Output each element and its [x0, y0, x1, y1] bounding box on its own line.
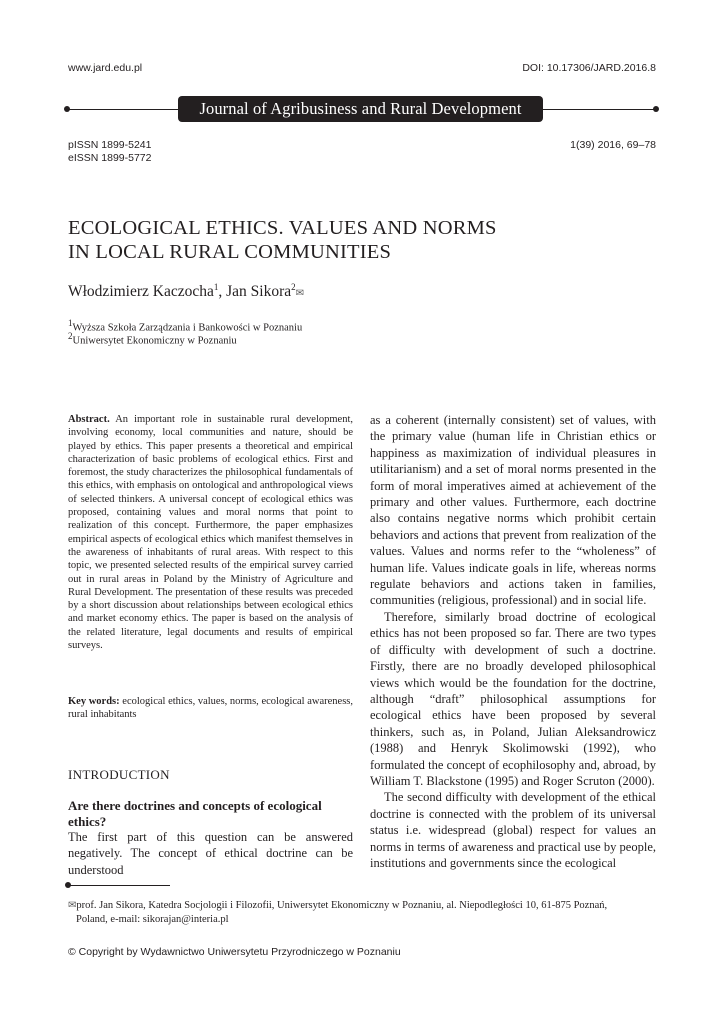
- rule-end-dot: [653, 106, 659, 112]
- author-name: Jan Sikora: [226, 283, 292, 301]
- body-paragraph: as a coherent (internally consistent) set of values, with the primary value (human life in Christian ethics or happiness as maximization of individual pleasures in utilitarianism) and a set of moral norms presented in the form of moral imperatives aimed at achievement of the primary and other values. Furthermore, each doctrine also contains negative norms which prohibit certain behaviors and actions that prevent from realization of the values. Values and norms refer to the “wholeness” of human life. Values indicate goals in life, whereas norms regulate behaviors and actions taken in families, communities (religious, professional) and in social life.: [370, 413, 657, 608]
- author-separator: ,: [218, 283, 227, 301]
- subsection-heading: Are there doctrines and concepts of ecological ethics?: [68, 798, 322, 829]
- title-line-1: ECOLOGICAL ETHICS. VALUES AND NORMS: [68, 217, 497, 239]
- author-name: Włodzimierz Kaczocha: [68, 283, 214, 301]
- affiliation-marker: 1: [68, 318, 73, 328]
- keywords-text: ecological ethics, values, norms, ecological awareness, rural inhabitants: [68, 696, 354, 721]
- footnote-rule: [70, 885, 170, 886]
- affiliation-marker: 2: [291, 282, 296, 292]
- affiliation-marker: 2: [68, 331, 73, 341]
- title-line-2: IN LOCAL RURAL COMMUNITIES: [68, 241, 392, 263]
- envelope-icon[interactable]: ✉: [295, 288, 305, 300]
- copyright-notice: © Copyright by Wydawnictwo Uniwersytetu Przyrodniczego w Poznaniu: [68, 946, 401, 958]
- envelope-icon: ✉: [68, 900, 77, 911]
- section-heading: INTRODUCTION: [68, 767, 170, 782]
- abstract: [68, 413, 353, 652]
- keywords-label: Key words:: [68, 696, 120, 707]
- affiliation-marker: 1: [213, 282, 219, 292]
- affiliation-text: Uniwersytet Ekonomiczny w Poznaniu: [72, 335, 237, 347]
- body-paragraph: The first part of this question can be answered negatively. The concept of ethical doctrine can be understood: [68, 830, 353, 877]
- journal-banner: Journal of Agribusiness and Rural Development: [178, 96, 543, 122]
- footnote-line[interactable]: Poland, e-mail: sikorajan@interia.pl: [76, 913, 229, 925]
- footnote-line: prof. Jan Sikora, Katedra Socjologii i Filozofii, Uniwersytet Ekonomiczny w Poznaniu, al. Niepodległości 10, 61-875 Poznań,: [76, 900, 608, 911]
- body-paragraph: The second difficulty with development of the ethical doctrine is connected with the problem of its universal status i.e. widespread (global) respect for values an norms in terms of awareness and practical use by people, institutions and governments since the ecological: [370, 790, 656, 870]
- keywords: [68, 695, 353, 722]
- site-url[interactable]: www.jard.edu.pl: [68, 62, 143, 74]
- abstract-text: An important role in sustainable rural development, involving economy, local communities and nature, should be played by ethics. This paper presents a theoretical and empirical characterization of basic problems of ecological ethics. First and foremost, the study characterizes the philosophical fundamentals of this ethics, with emphasis on ontological and anthropological views of selected thinkers. A universal concept of ecological ethics was proposed, containing values and moral norms that point to realization of this concept. Furthermore, the paper emphasizes empirical aspects of ecological ethics which manifest themselves in the awareness of inhabitants of rural areas. With respect to this topic, we presented selected results of the empirical survey carried out in rural areas in Poland by the Ministry of Agriculture and Rural Development. The presentation of these results was preceded by a short discussion about relationships between ecological ethics and market economy ethics. The paper is based on the analysis of the related literature, legal documents and results of empirical surveys.: [68, 414, 354, 652]
- print-issn: pISSN 1899-5241: [68, 139, 152, 151]
- issue-info: 1(39) 2016, 69–78: [570, 139, 656, 151]
- rule-end-dot: [64, 106, 70, 112]
- rule-end-dot: [65, 882, 71, 888]
- affiliation: [68, 331, 237, 347]
- abstract-label: Abstract.: [68, 414, 110, 425]
- affiliation-text: Wyższa Szkoła Zarządzania i Bankowości w Poznaniu: [72, 322, 303, 334]
- right-column: [370, 412, 656, 871]
- article-title: [68, 216, 588, 264]
- body-paragraph: Therefore, similarly broad doctrine of ecological ethics has not been proposed so far. There are two types of difficulty with development of such a doctrine. Firstly, there are no broadly developed philosophical views which would be the foundation for the doctrine, although “draft” philosophical assumptions for ecological ethics have been proposed by several thinkers, such as, in Poland, Julian Aleksandrowicz (1988) and Henryk Skolimowski (1992), who formulated the concept of ecophilosophy and, abroad, by William T. Blackstone (1995) and Roger Scruton (2000).: [370, 609, 656, 788]
- footnote: [68, 899, 656, 926]
- doi-label[interactable]: DOI: 10.17306/JARD.2016.8: [522, 62, 656, 74]
- electronic-issn: eISSN 1899-5772: [68, 152, 152, 164]
- author-list: [68, 282, 304, 301]
